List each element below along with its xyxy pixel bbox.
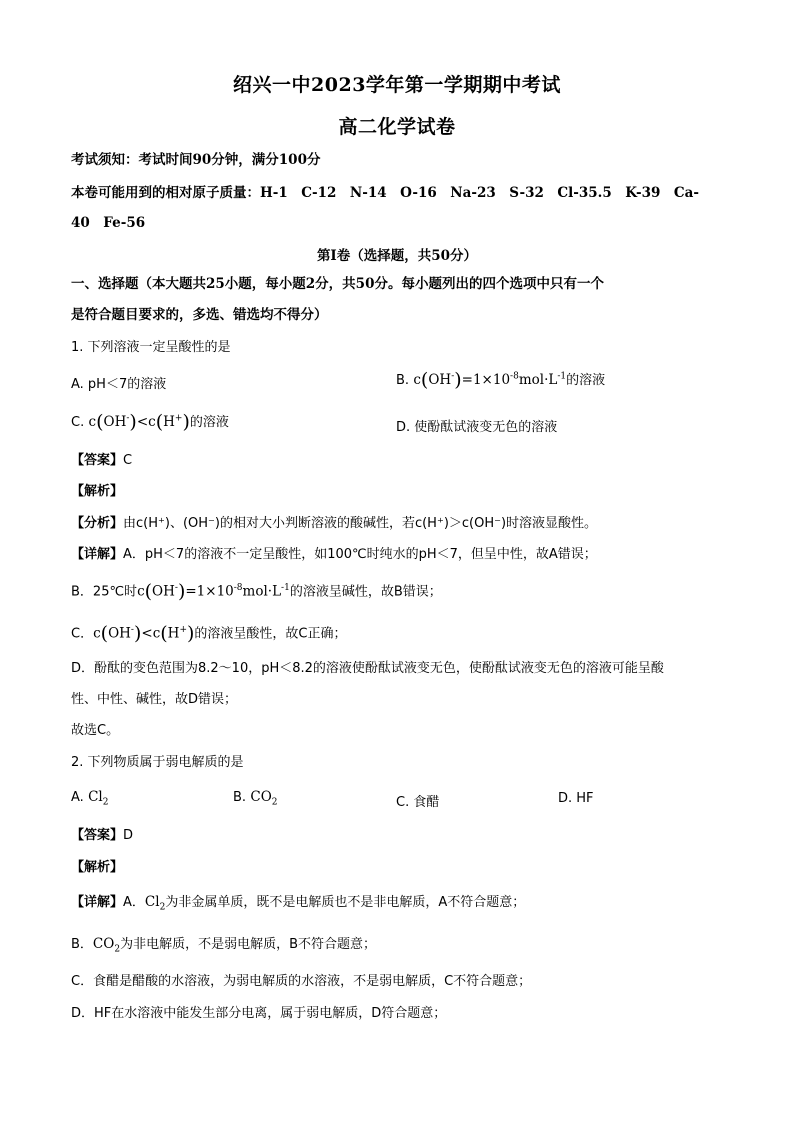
page-subtitle: 高二化学试卷 <box>338 116 456 138</box>
page-title: 绍兴一中2023学年第一学期期中考试 <box>233 74 561 96</box>
atomic-masses-line1: 本卷可能用到的相对原子质量：H-1 C-12 N-14 O-16 Na-23 S-32 Cl-35.5 K-39 Ca- <box>71 185 699 201</box>
q1-detail-b: B．25℃时$c(OH^-)=1\times 10^{-8}mol\cdot L^{-1}$的溶液呈碱性，故B错误； <box>71 580 442 603</box>
q2-answer: 【答案】D <box>71 828 134 843</box>
q1-option-a: A. pH＜7的溶液 <box>71 377 167 392</box>
q1-analysis-tag: 【解析】 <box>71 484 124 499</box>
q2-detail-d: D．HF在水溶液中能发生部分电离，属于弱电解质，D符合题意； <box>71 1006 447 1021</box>
q1-answer: 【答案】C <box>71 453 133 468</box>
q2-detail-c: C．食醋是醋酸的水溶液，为弱电解质的水溶液，不是弱电解质，C不符合题意； <box>71 974 532 989</box>
q1-detail-d-line2: 性、中性、碱性，故D错误； <box>71 692 238 707</box>
q2-option-c: C. 食醋 <box>396 795 440 810</box>
q1-option-d: D. 使酚酞试液变无色的溶液 <box>396 420 558 435</box>
q2-detail-a: 【详解】A．$Cl_2$为非金属单质，既不是电解质也不是非电解质，A不符合题意； <box>71 894 526 913</box>
q2-option-a: A. $Cl_2$ <box>71 789 109 808</box>
section-heading-line2: 是符合题目要求的，多选、错选均不得分） <box>71 307 328 323</box>
exam-notice: 考试须知：考试时间90分钟，满分100分 <box>71 152 321 168</box>
q1-stem: 1. 下列溶液一定呈酸性的是 <box>71 340 231 355</box>
q2-analysis-tag: 【解析】 <box>71 860 124 875</box>
q1-detail-a: 【详解】A．pH＜7的溶液不一定呈酸性，如100℃时纯水的pH＜7，但呈中性，故A错误； <box>71 547 597 562</box>
q2-option-b: B. $CO_2$ <box>233 789 278 808</box>
q1-detail-c: C．c(OH-)<c(H+)的溶液呈酸性，故C正确； <box>71 622 347 645</box>
q2-stem: 2. 下列物质属于弱电解质的是 <box>71 755 244 770</box>
q1-detail-d-line1: D．酚酞的变色范围为8.2～10，pH＜8.2的溶液使酚酞试液变无色，使酚酞试液变无色的溶液可能呈酸 <box>71 661 664 676</box>
q1-fenxi: 【分析】由c(H⁺)、(OH⁻)的相对大小判断溶液的酸碱性，若c(H⁺)＞c(OH⁻)时溶液显酸性。 <box>71 516 598 531</box>
atomic-masses-line2: 40 Fe-56 <box>71 215 146 231</box>
q2-option-d: D. HF <box>558 791 594 806</box>
section-heading-line1: 一、选择题（本大题共25小题，每小题2分，共50分。每小题列出的四个选项中只有一个 <box>71 276 604 292</box>
q1-conclusion: 故选C。 <box>71 723 120 738</box>
q2-detail-b: B．$CO_2$为非电解质，不是弱电解质，B不符合题意； <box>71 936 376 955</box>
q1-option-b: B. $c(OH^-)=1\times 10^{-8}mol\cdot L^{-1}$的溶液 <box>396 369 606 391</box>
q1-option-c: C. c(OH-)<c(H+)的溶液 <box>71 411 229 433</box>
part-title: 第Ⅰ卷（选择题，共50分） <box>316 248 478 264</box>
